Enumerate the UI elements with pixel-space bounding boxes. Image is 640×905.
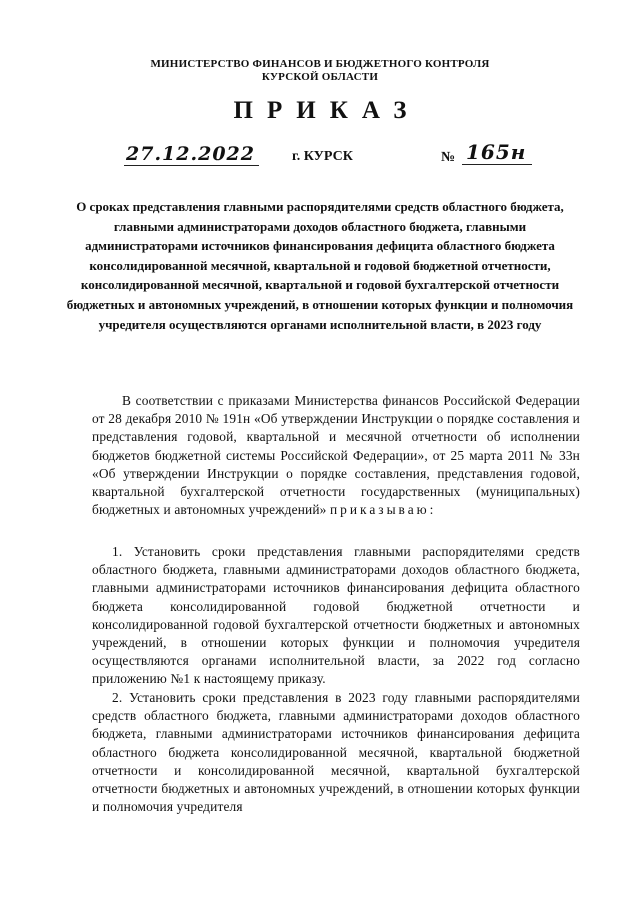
order-word: приказываю: [330,502,437,518]
order-subject: О сроках представления главными распорядителями средств областного бюджета, главными администраторами доходов областного бюджета, главными администраторами источников финансирования дефицита областного бюджета консолидированной месячной, квартальной и годовой бюджетной отчетности, консолидированной месячной, квартальной и годовой бухгалтерской отчетности бюджетных и автономных учреждений, в отношении которых функции и полномочия учредителя осуществляются органами исполнительной власти, в 2023 году [66,199,574,332]
order-date: 27.12.2022 [124,143,259,166]
intro-text: В соответствии с приказами Министерства финансов Российской Федерации от 28 декабря 2010 № 191н «Об утверждении Инструкции о порядке составления и представления годовой, квартальной и месячной отчетности об исполнении бюджетов бюджетной системы Российской Федерации», от 25 марта 2011 № 33н «Об утверждении Инструкции о порядке составления, представления годовой, квартальной бухгалтерской отчетности государственных (муниципальных) бюджетных и автономных учреждений» [92,393,580,518]
item-1-paragraph: 1. Установить сроки представления главными распорядителями средств областного бюджета, главными администраторами доходов областного бюджета, главными администраторами источников финансирования дефицита областного бюджета консолидированной годовой бюджетной отчетности и консолидированной годовой бухгалтерской отчетности бюджетных и автономных учреждений, в отношении которых функции и полномочия учредителя осуществляются органами исполнительной власти, за 2022 год согласно приложению №1 к настоящему приказу. [92,544,580,687]
ministry-header [0,58,640,84]
ministry-name: МИНИСТЕРСТВО ФИНАНСОВ И БЮДЖЕТНОГО КОНТРОЛЯ [150,58,490,70]
ministry-region: КУРСКОЙ ОБЛАСТИ [261,71,379,83]
order-city: г. КУРСК [292,149,353,164]
item-2-paragraph: 2. Установить сроки представления в 2023 году главными распорядителями средств областного бюджета, главными администраторами доходов областного бюджета, главными администраторами источников финансирования дефицита областного бюджета консолидированной месячной, квартальной бюджетной отчетности и консолидированной месячной, квартальной бухгалтерской отчетности бюджетных и автономных учреждений, в отношении которых функции и полномочия учредителя [92,690,580,815]
order-title: ПРИКАЗ [233,97,421,124]
intro-paragraph [92,392,580,519]
order-number: 165н [462,140,532,165]
order-number-sign: № [441,150,456,165]
